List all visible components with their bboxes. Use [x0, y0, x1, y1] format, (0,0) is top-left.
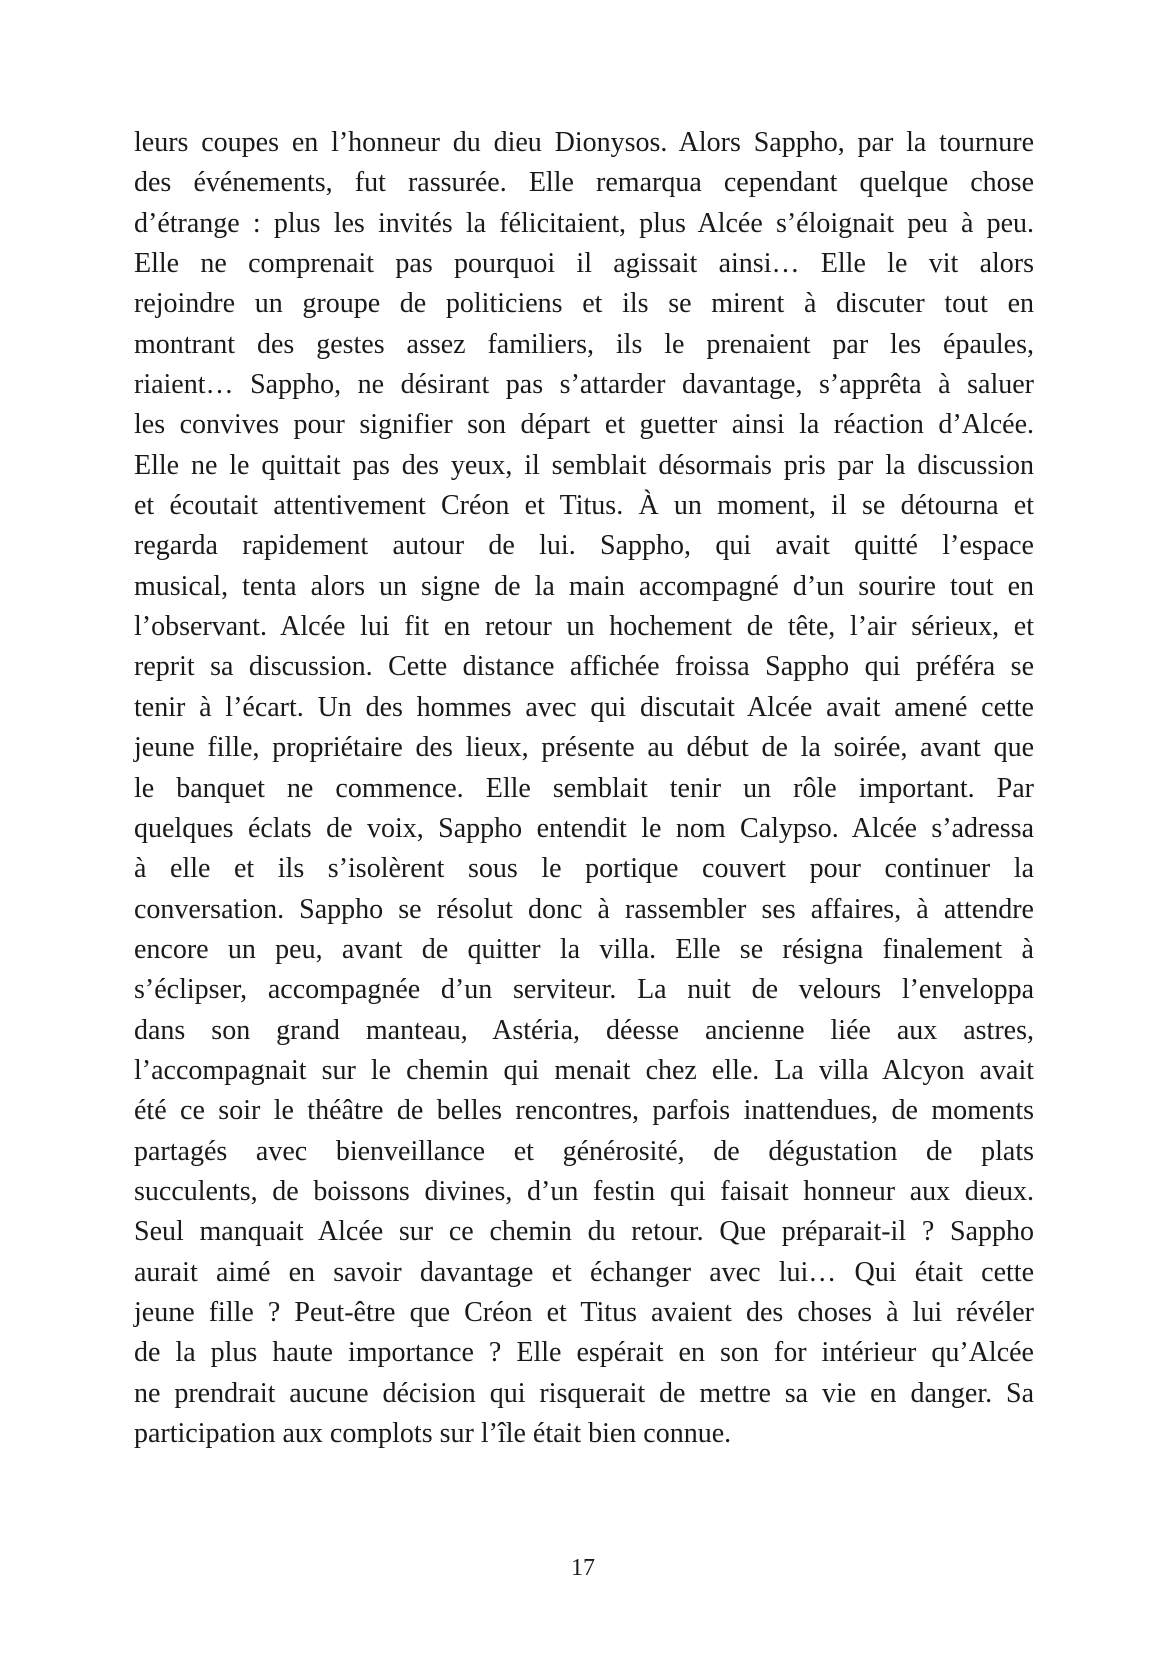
text-line: ne prendrait aucune décision qui risquerait de mettre sa vie en danger. Sa [134, 1377, 1034, 1409]
text-line: dans son grand manteau, Astéria, déesse ancienne liée aux astres, [134, 1014, 1034, 1046]
body-text [134, 123, 1034, 1454]
text-line: de la plus haute importance ? Elle espérait en son for intérieur qu’Alcée [134, 1337, 1034, 1369]
text-line: musical, tenta alors un signe de la main accompagné d’un sourire tout en [134, 570, 1034, 602]
text-line: jeune fille, propriétaire des lieux, présente au début de la soirée, avant que [134, 732, 1034, 764]
text-line: quelques éclats de voix, Sappho entendit le nom Calypso. Alcée s’adressa [134, 812, 1034, 844]
text-line: les convives pour signifier son départ et guetter ainsi la réaction d’Alcée. [134, 409, 1034, 441]
text-line: rejoindre un groupe de politiciens et ils se mirent à discuter tout en [134, 288, 1034, 320]
text-line: leurs coupes en l’honneur du dieu Dionysos. Alors Sappho, par la tournure [134, 127, 1034, 158]
text-line: à elle et ils s’isolèrent sous le portique couvert pour continuer la [134, 853, 1034, 885]
text-line: reprit sa discussion. Cette distance affichée froissa Sappho qui préféra se [134, 651, 1034, 683]
text-line: d’étrange : plus les invités la félicitaient, plus Alcée s’éloignait peu à peu. [134, 207, 1034, 239]
text-line: et écoutait attentivement Créon et Titus. À un moment, il se détourna et [134, 490, 1034, 522]
text-line: participation aux complots sur l’île était bien connue. [134, 1418, 732, 1449]
text-line: l’accompagnait sur le chemin qui menait chez elle. La villa Alcyon avait [134, 1054, 1034, 1086]
text-line: encore un peu, avant de quitter la villa. Elle se résigna finalement à [134, 933, 1034, 965]
text-line: été ce soir le théâtre de belles rencontres, parfois inattendues, de moments [134, 1095, 1034, 1127]
text-line: Elle ne le quittait pas des yeux, il semblait désormais pris par la discussion [134, 449, 1034, 481]
text-line: le banquet ne commence. Elle semblait tenir un rôle important. Par [134, 772, 1034, 804]
text-line: montrant des gestes assez familiers, ils le prenaient par les épaules, [134, 328, 1034, 360]
text-line: tenir à l’écart. Un des hommes avec qui discutait Alcée avait amené cette [134, 691, 1034, 723]
text-line: Seul manquait Alcée sur ce chemin du retour. Que préparait-il ? Sappho [134, 1216, 1034, 1248]
text-line: s’éclipser, accompagnée d’un serviteur. La nuit de velours l’enveloppa [134, 974, 1034, 1006]
text-line: riaient… Sappho, ne désirant pas s’attarder davantage, s’apprêta à saluer [134, 369, 1034, 401]
text-line: regarda rapidement autour de lui. Sappho, qui avait quitté l’espace [134, 530, 1034, 562]
text-line: partagés avec bienveillance et générosité, de dégustation de plats [134, 1135, 1034, 1167]
page-number: 17 [571, 1555, 595, 1581]
text-line: conversation. Sappho se résolut donc à rassembler ses affaires, à attendre [134, 893, 1034, 925]
text-line: aurait aimé en savoir davantage et échanger avec lui… Qui était cette [134, 1256, 1034, 1288]
text-line: l’observant. Alcée lui fit en retour un hochement de tête, l’air sérieux, et [134, 611, 1034, 643]
text-line: des événements, fut rassurée. Elle remarqua cependant quelque chose [134, 167, 1034, 199]
text-line: jeune fille ? Peut-être que Créon et Titus avaient des choses à lui révéler [134, 1296, 1034, 1328]
text-line: succulents, de boissons divines, d’un festin qui faisait honneur aux dieux. [134, 1175, 1034, 1207]
text-line: Elle ne comprenait pas pourquoi il agissait ainsi… Elle le vit alors [134, 248, 1034, 280]
